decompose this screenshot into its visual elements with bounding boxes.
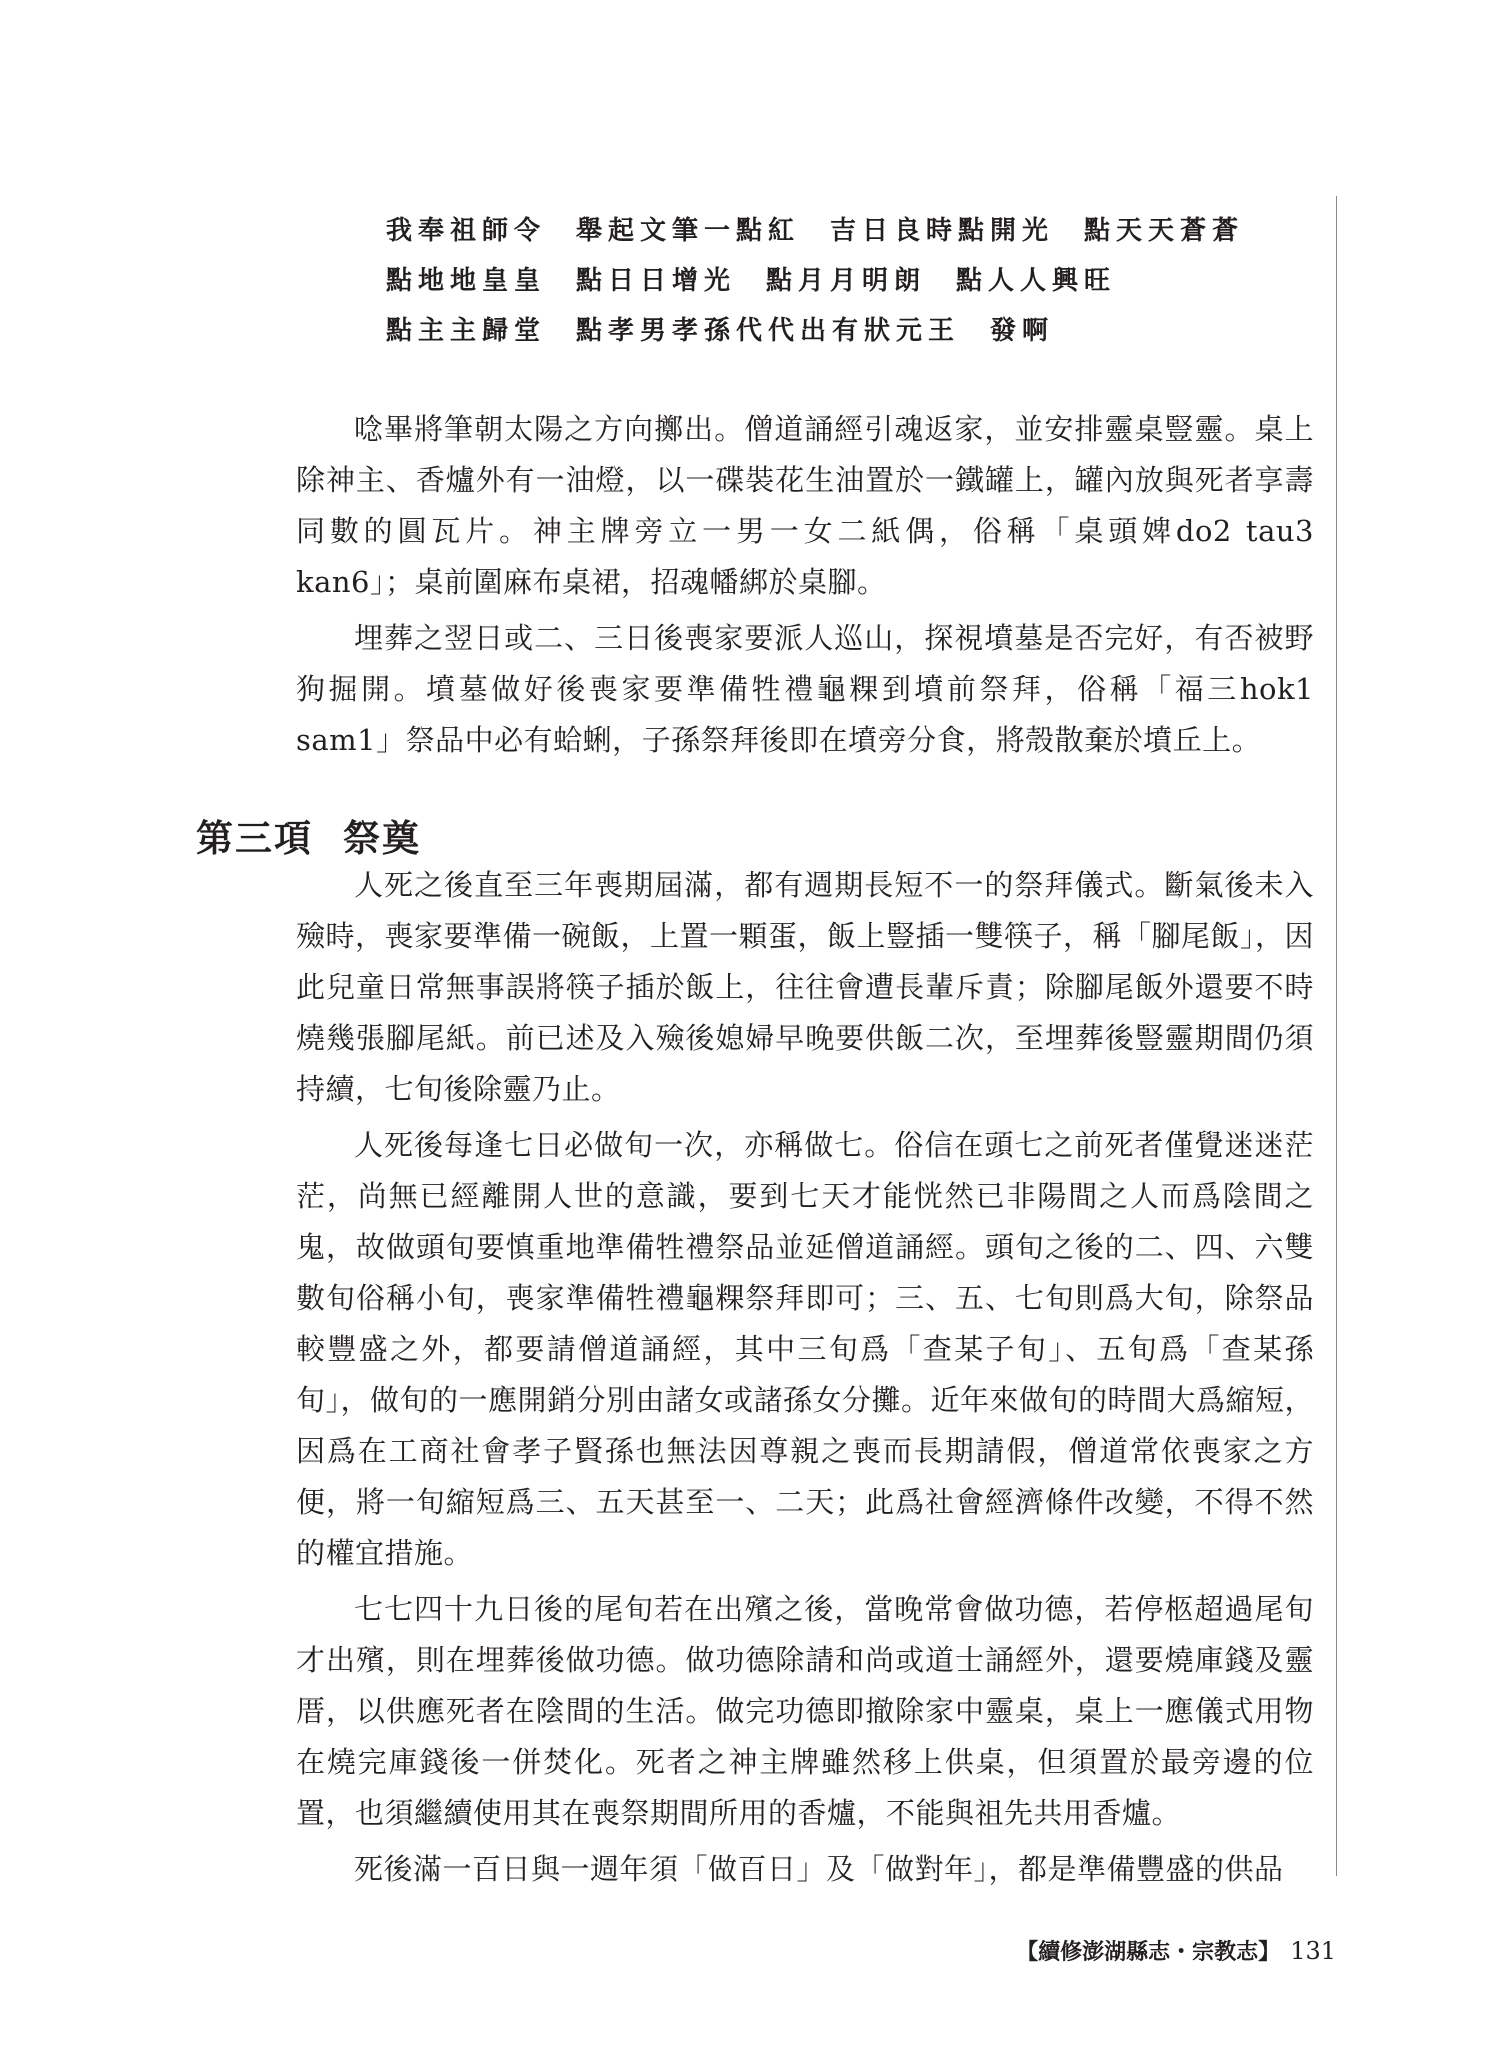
verse-phrase: 點月月明朗	[766, 266, 927, 296]
paragraph: 人死後每逢七日必做旬一次，亦稱做七。俗信在頭七之前死者僅覺迷迷茫茫，尚無已經離開人世的意識，要到七天才能恍然已非陽間之人而爲陰間之鬼，故做頭旬要慎重地準備牲禮祭品並延僧道誦經。頭旬之後的二、四、六雙數旬俗稱小旬，喪家準備牲禮龜粿祭拜即可；三、五、七旬則爲大旬，除祭品較豐盛之外，都要請僧道誦經，其中三旬爲「查某子旬」、五旬爲「查某孫旬」，做旬的一應開銷分別由諸女或諸孫女分攤。近年來做旬的時間大爲縮短，因爲在工商社會孝子賢孫也無法因尊親之喪而長期請假，僧道常依喪家之方便，將一旬縮短爲三、五天甚至一、二天；此爲社會經濟條件改變，不得不然的權宜措施。	[296, 1128, 1315, 1570]
paragraph: 死後滿一百日與一週年須「做百日」及「做對年」，都是準備豐盛的供品	[354, 1852, 1284, 1886]
verse-phrase: 舉起文筆一點紅	[576, 216, 801, 246]
paragraph: 七七四十九日後的尾旬若在出殯之後，當晚常會做功德，若停柩超過尾旬才出殯，則在埋葬後做功德。做功德除請和尚或道士誦經外，還要燒庫錢及靈厝，以供應死者在陰間的生活。做完功德即撤除家中靈桌，桌上一應儀式用物在燒完庫錢後一併焚化。死者之神主牌雖然移上供桌，但須置於最旁邊的位置，也須繼續使用其在喪祭期間所用的香爐，不能與祖先共用香爐。	[296, 1592, 1314, 1830]
verse-line	[386, 306, 1316, 356]
verse-phrase: 發啊	[990, 316, 1055, 346]
intro-text	[296, 404, 1314, 771]
verse-phrase: 點日日增光	[576, 266, 737, 296]
verse-phrase: 點孝男孝孫代代出有狀元王	[576, 316, 961, 346]
section-number: 第三項	[196, 817, 313, 860]
verse-phrase: 點地地皇皇	[386, 266, 547, 296]
section-text	[296, 860, 1314, 1900]
verse-phrase: 吉日良時點開光	[830, 216, 1055, 246]
verse-phrase: 我奉祖師令	[386, 216, 547, 246]
verse-line	[386, 206, 1316, 256]
verse-phrase: 點天天蒼蒼	[1084, 216, 1245, 246]
section-title: 祭奠	[343, 817, 421, 860]
verse-phrase: 點主主歸堂	[386, 316, 547, 346]
section-heading	[196, 808, 421, 862]
paragraph: 人死之後直至三年喪期屆滿，都有週期長短不一的祭拜儀式。斷氣後未入殮時，喪家要準備一碗飯，上置一顆蛋，飯上豎插一雙筷子，稱「腳尾飯」，因此兒童日常無事誤將筷子插於飯上，往往會遭長輩斥責；除腳尾飯外還要不時燒幾張腳尾紙。前已述及入殮後媳婦早晚要供飯二次，至埋葬後豎靈期間仍須持續，七旬後除靈乃止。	[296, 868, 1315, 1106]
verse-line	[386, 256, 1316, 306]
incantation-verse	[386, 206, 1316, 356]
margin-rule	[1336, 196, 1337, 1876]
page-footer	[1016, 1935, 1336, 1966]
book-title: 【續修澎湖縣志・宗教志】	[1016, 1939, 1281, 1965]
paragraph: 唸畢將筆朝太陽之方向擲出。僧道誦經引魂返家，並安排靈桌豎靈。桌上除神主、香爐外有一油燈，以一碟裝花生油置於一鐵罐上，罐內放與死者享壽同數的圓瓦片。神主牌旁立一男一女二紙偶，俗稱「桌頭婢do2 tau3 kan6」；桌前圍麻布桌裙，招魂幡綁於桌腳。	[296, 412, 1314, 599]
paragraph: 埋葬之翌日或二、三日後喪家要派人巡山，探視墳墓是否完好，有否被野狗掘開。墳墓做好後喪家要準備牲禮龜粿到墳前祭拜，俗稱「福三hok1 sam1」祭品中必有蛤蜊，子孫祭拜後即在墳旁分食，將殼散棄於墳丘上。	[296, 621, 1314, 757]
page-number: 131	[1290, 1937, 1336, 1965]
verse-phrase: 點人人興旺	[956, 266, 1117, 296]
